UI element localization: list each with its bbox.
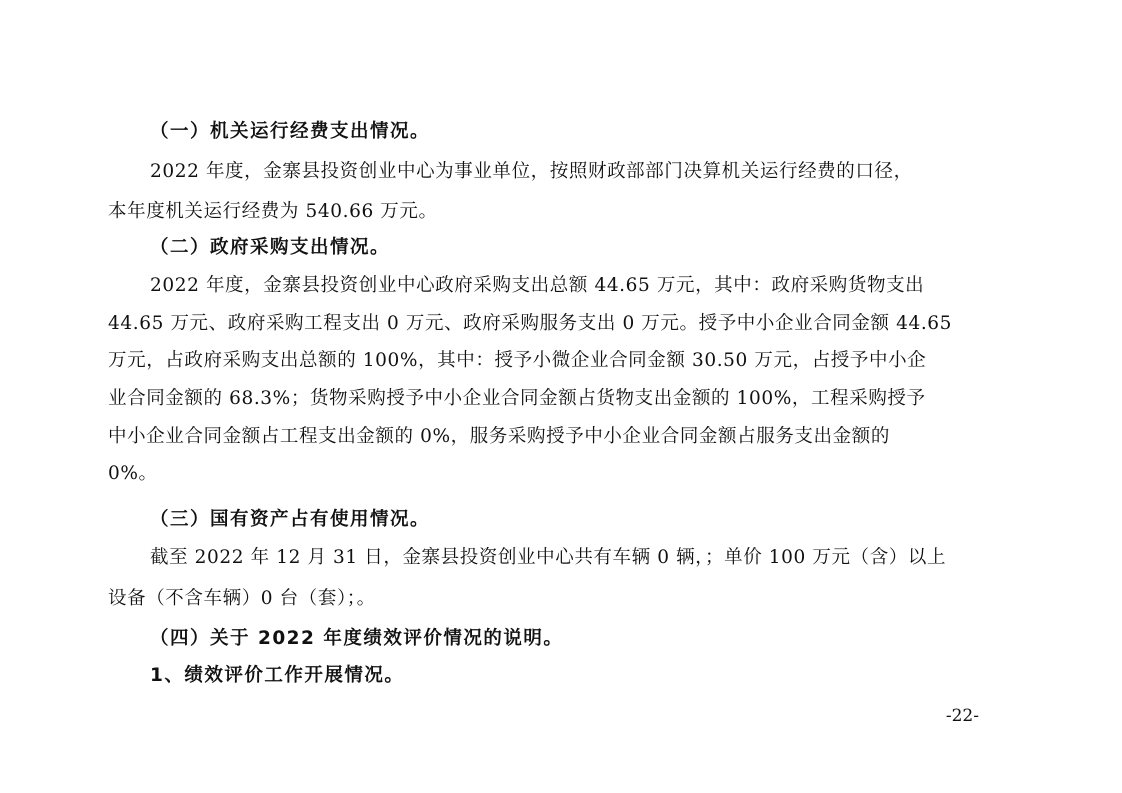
section2-line-6: 0%。 [108,463,158,484]
section2-line-3: 万元，占政府采购支出总额的 100%，其中：授予小微企业合同金额 30.50 万元，占授予中小企 [108,350,927,371]
section1-line-1: 2022 年度，金寨县投资创业中心为事业单位，按照财政部部门决算机关运行经费的口径， [150,161,913,182]
subsection1-heading: 1、绩效评价工作开展情况。 [150,665,405,686]
section1-heading: （一）机关运行经费支出情况。 [150,121,431,142]
section1-line-2: 本年度机关运行经费为 540.66 万元。 [108,201,438,222]
page-number: -22- [945,706,979,726]
section2-line-4: 业合同金额的 68.3%；货物采购授予中小企业合同金额占货物支出金额的 100%，工程采购授予 [108,388,926,409]
section2-line-5: 中小企业合同金额占工程支出金额的 0%，服务采购授予中小企业合同金额占服务支出金额的 [108,426,890,447]
section3-heading: （三）国有资产占有使用情况。 [150,509,431,530]
section2-heading: （二）政府采购支出情况。 [150,237,391,258]
section4-heading: （四）关于 2022 年度绩效评价情况的说明。 [150,628,564,649]
section3-line-1: 截至 2022 年 12 月 31 日，金寨县投资创业中心共有车辆 0 辆，；单价 100 万元（含）以上 [150,547,947,568]
section2-line-1: 2022 年度，金寨县投资创业中心政府采购支出总额 44.65 万元，其中：政府采购货物支出 [150,275,925,296]
section2-line-2: 44.65 万元、政府采购工程支出 0 万元、政府采购服务支出 0 万元。授予中小企业合同金额 44.65 [108,313,953,334]
section3-line-2: 设备（不含车辆）0 台（套）；。 [108,588,376,609]
